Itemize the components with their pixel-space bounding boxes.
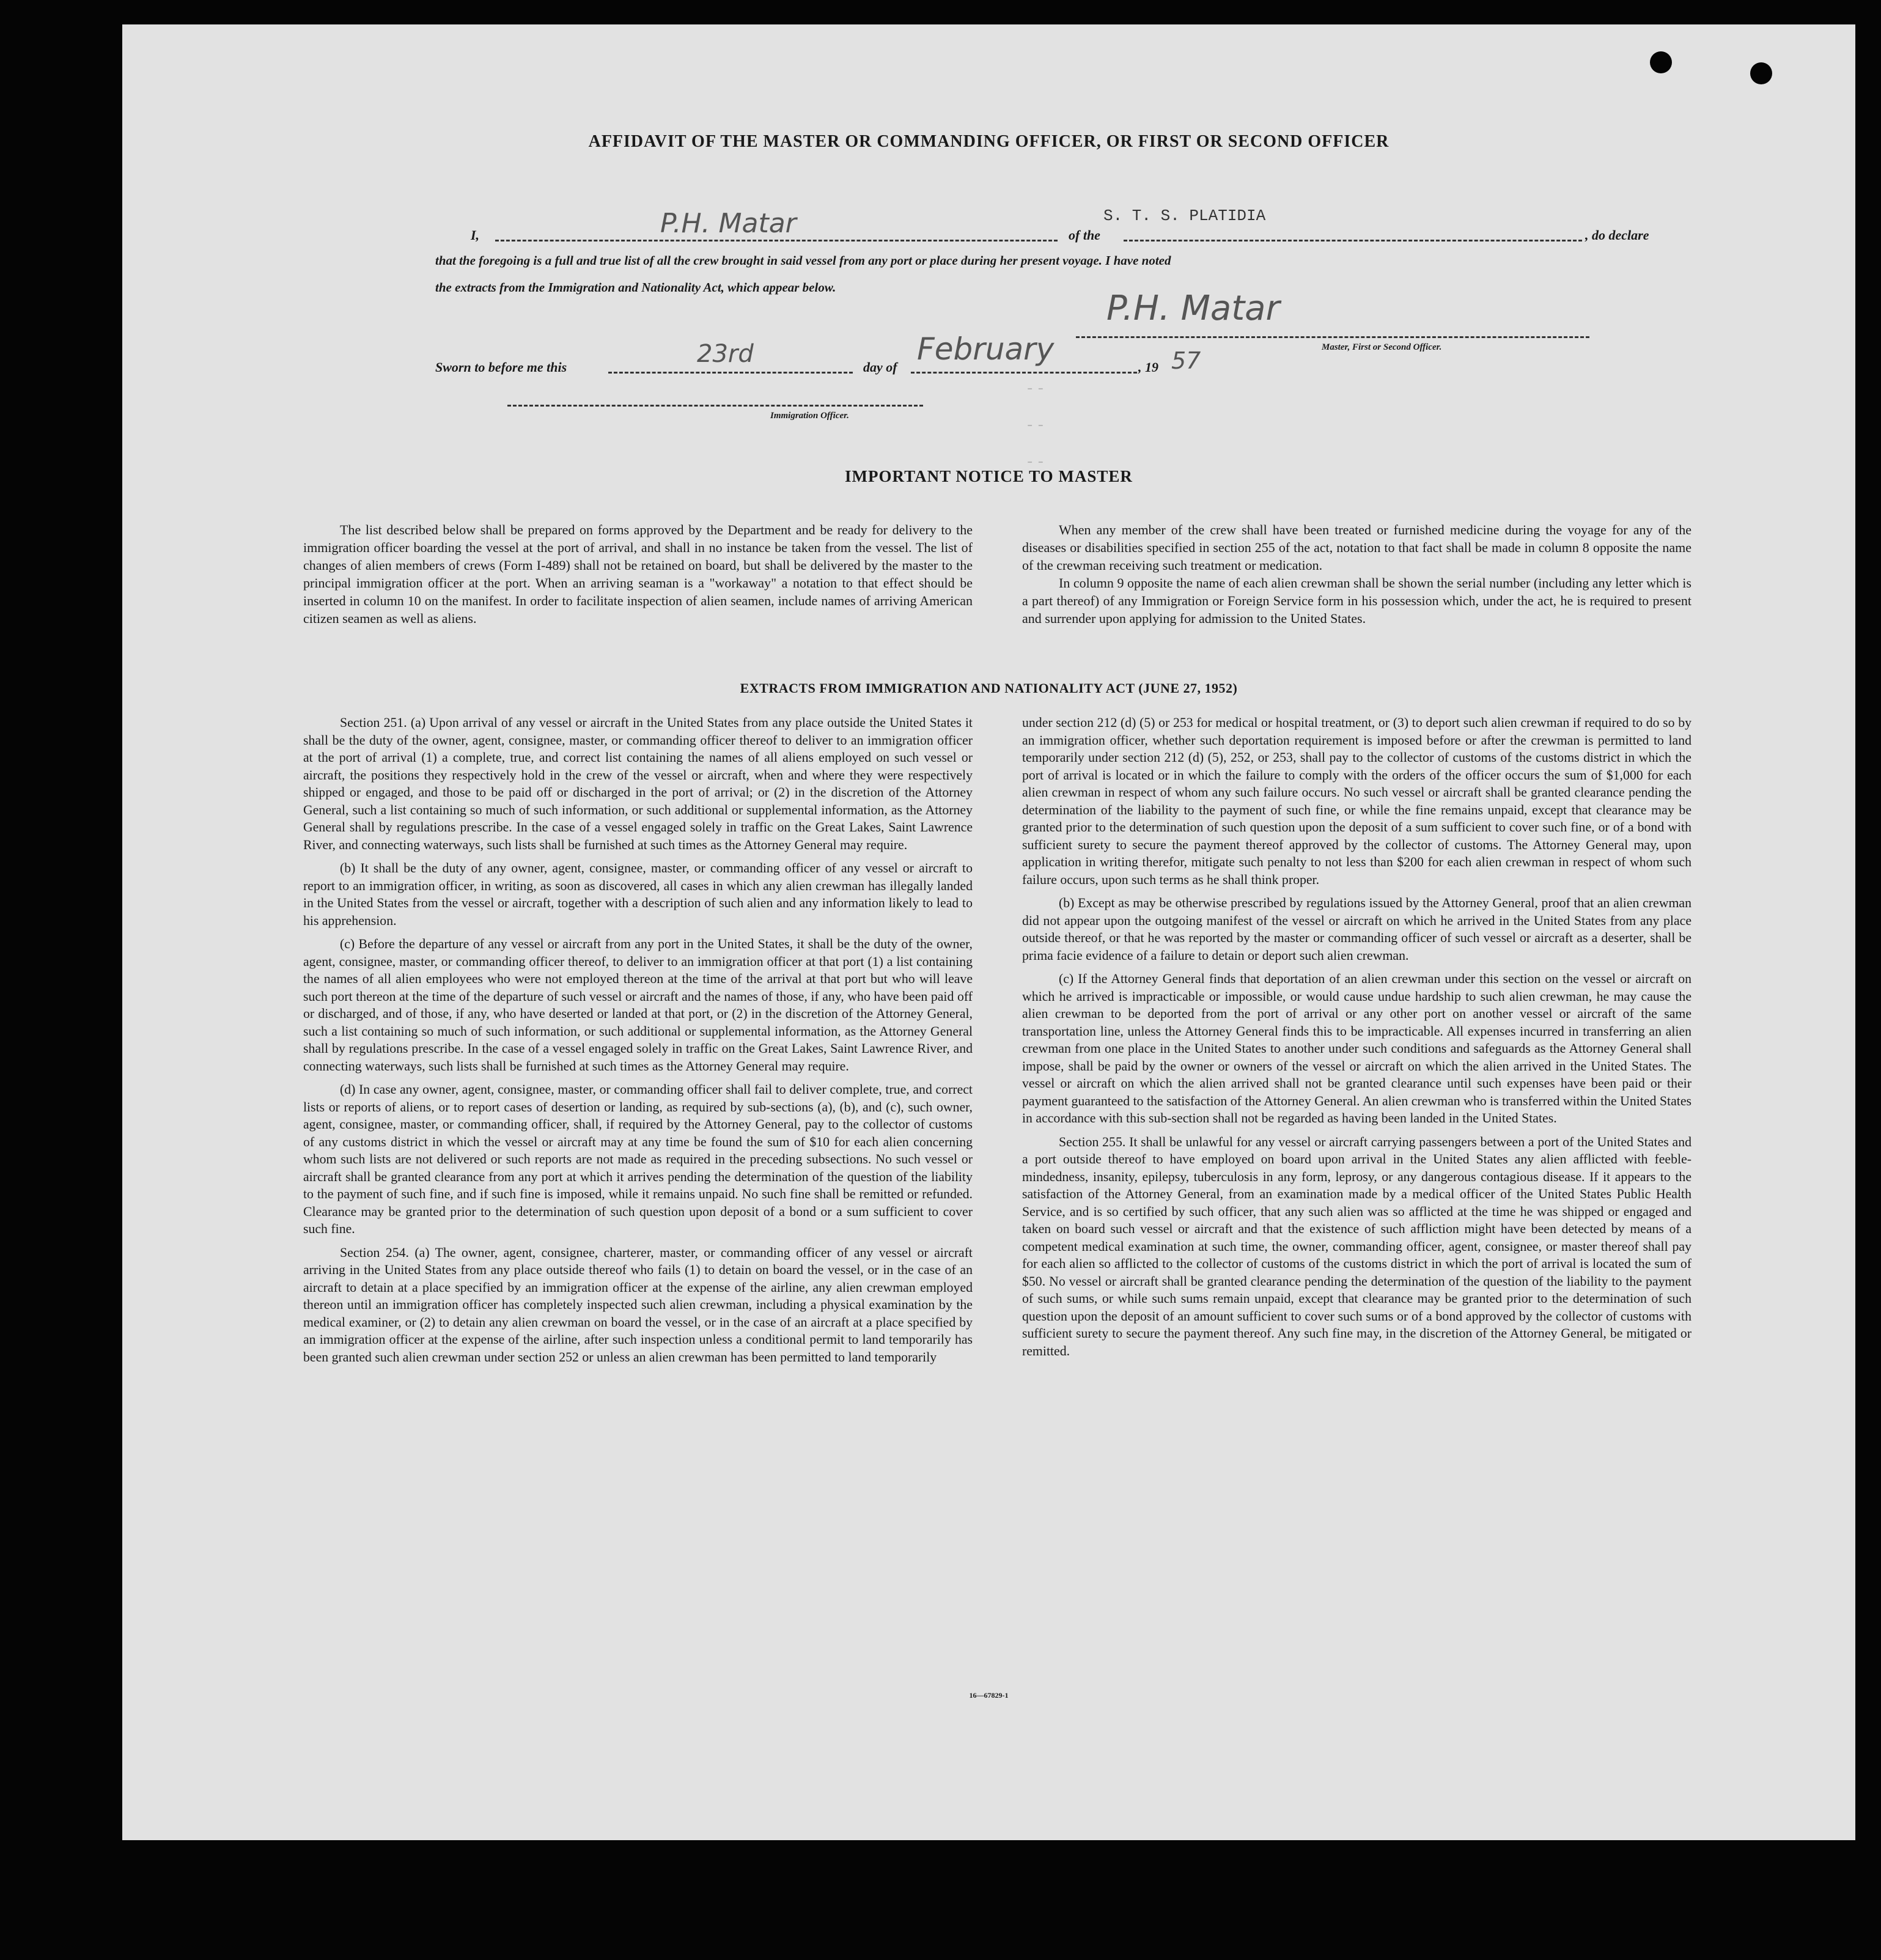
sworn-month: February — [917, 331, 1055, 367]
statement-line-2: the extracts from the Immigration and Nationality Act, which appear below. — [435, 280, 836, 295]
punch-hole — [1750, 62, 1772, 84]
vessel-name-line — [1124, 240, 1582, 241]
notice-title: IMPORTANT NOTICE TO MASTER — [845, 467, 1133, 485]
law-paragraph: Section 255. It shall be unlawful for any vessel or aircraft carrying passengers between a port of the United States and a port outside thereof to have employed on board upon arrival in the United States any alien afflicted with feeble-mindedness, insanity, epilepsy, tuberculosis in any form, leprosy, or any dangerous contagious disease. If it appears to the satisfaction of the Attorney General, from an examination made by a medical officer of the United States Public Health Service, and is so certified by such officer, that any such alien was so afflicted at the time he was shipped or engaged and taken on board such vessel or aircraft and that the existence of such affliction might have been detected by means of a competent medical examination at such time, the owner, commanding officer, agent, consignee, or master thereof shall pay for each alien so afflicted to the collector of customs of the customs district in which the port of arrival is located the sum of $50. No vessel or aircraft shall be granted clearance pending the determination of the question of the liability to the payment of such sums, or while such sums remain unpaid, except that clearance may be granted prior to the determination of such question upon the deposit of an amount sufficient to cover such sums or of a bond approved by the collector of customs with sufficient surety to secure the payment thereof. Any such fine may, in the discretion of the Attorney General, be mitigated or remitted. — [1022, 1134, 1691, 1358]
document-page — [122, 24, 1855, 1840]
affidavit-title: AFFIDAVIT OF THE MASTER OR COMMANDING OFFICER, OR FIRST OR SECOND OFFICER — [588, 132, 1390, 151]
faint-mark: - - — [1027, 416, 1044, 434]
officer-name-line — [495, 240, 1058, 241]
faint-mark: - - — [1027, 452, 1044, 471]
faint-mark: - - — [1027, 379, 1044, 397]
law-paragraph: under section 212 (d) (5) or 253 for medical or hospital treatment, or (3) to deport such alien crewman if required to do so by an immigration officer, whether such deportation requirement is imposed before or after the crewman is permitted to land temporarily under section 212 (d) (5), 252, or 253, shall pay to the collector of customs of the customs district in which the port of arrival is located or in which the failure to comply with the orders of the officer occurs the sum of $1,000 for each alien crewman in respect of whom any such failure occurs. No such vessel or aircraft shall be granted clearance pending the determination of the liability to the payment of such fine, or while the fine remains unpaid, except that clearance may be granted prior to the determination of such question upon the deposit of a sum sufficient to cover such fine, or of a bond with sufficient surety to secure the payment thereof approved by the collector of customs. The Attorney General may, upon application in writing therefor, mitigate such penalty to not less than $200 for each alien crewman in respect of whom such failure occurs, upon such terms as he shall think proper. — [1022, 715, 1691, 887]
law-paragraph: (b) It shall be the duty of any owner, agent, consignee, master, or commanding officer of any vessel or aircraft to report to an immigration officer, in writing, as soon as discovered, all cases in which any alien crewman has illegally landed in the United States from the vessel or aircraft, together with a description of such alien and any information likely to lead to his apprehension. — [303, 861, 973, 928]
notice-paragraph: When any member of the crew shall have been treated or furnished medicine during the voyage for any of the diseases or disabilities specified in section 255 of the act, notation to that fact shall be made in column 8 opposite the name of the crewman receiving such treatment or medication. — [1022, 522, 1691, 573]
immigration-officer-line — [507, 405, 923, 407]
year-prefix: , 19 — [1138, 359, 1158, 375]
notice-paragraph: The list described below shall be prepared on forms approved by the Department and be ready for delivery to the immigration officer boarding the vessel at the port of arrival, and shall in no instance be taken from the vessel. The list of changes of alien members of crews (Form I-489) shall not be retained on board, but shall be delivered by the master to the principal immigration officer at the port. When an arriving seaman is a "workaway" a notation to that effect should be inserted in column 10 on the manifest. In order to facilitate inspection of alien seamen, include names of arriving American citizen seamen as well as aliens. — [303, 522, 973, 626]
sworn-day: 23rd — [697, 340, 754, 368]
extracts-heading: EXTRACTS FROM IMMIGRATION AND NATIONALITY ACT (JUNE 27, 1952) — [740, 680, 1238, 696]
immigration-officer-caption: Immigration Officer. — [770, 411, 849, 421]
law-paragraph: (c) Before the departure of any vessel or aircraft from any port in the United States, it shall be the duty of the owner, agent, consignee, master, or commanding officer thereof, to deliver to an immigration officer at that port (1) a list containing the names of all alien employees who were not employed thereon at the time of the arrival at that port but who will leave such port thereon at the time of the departure of such vessel or aircraft and the names of those, if any, who have been paid off or discharged, and of those, if any, who have deserted or landed at that port, or (2) in the discretion of the Attorney General, such a list containing so much of such information, or such additional or supplemental information, as the Attorney General shall by regulations prescribe. In the case of a vessel engaged solely in traffic on the Great Lakes, Saint Lawrence River, and connecting waterways, such lists shall be furnished at such times as the Attorney General may require. — [303, 937, 973, 1074]
notice-left-column — [303, 521, 973, 627]
i-label: I, — [471, 227, 480, 243]
law-paragraph: (d) In case any owner, agent, consignee, master, or commanding officer shall fail to deliver complete, true, and correct lists or reports of aliens, or to report cases of desertion or landing, as required by sub-sections (a), (b), and (c), such owner, agent, consignee, master, or commanding officer, shall, if required by the Attorney General, pay to the collector of customs of any customs district in which the vessel or aircraft may at any time be found the sum of $10 for each alien concerning whom such lists are not delivered or such reports are not made as required in the preceding subsections. No such vessel or aircraft shall be granted clearance from any port at which it arrives pending the determination of the question of the liability to the payment of such fine, and if such fine is imposed, while it remains unpaid. No such fine shall be remitted or refunded. Clearance may be granted prior to the determination of such question upon deposit of a bond or a sum sufficient to cover such fine. — [303, 1082, 973, 1236]
vessel-name: S. T. S. PLATIDIA — [1103, 207, 1266, 225]
officer-name-handwritten: P.H. Matar — [660, 208, 797, 239]
punch-hole — [1650, 51, 1672, 73]
do-declare-label: , do declare — [1585, 227, 1649, 243]
law-paragraph: Section 251. (a) Upon arrival of any vessel or aircraft in the United States from any place outside the United States it shall be the duty of the owner, agent, consignee, master, or commanding officer thereof to deliver to an immigration officer at the port of arrival (1) a complete, true, and correct list containing the names of all aliens employed on such vessel or aircraft, the positions they respectively hold in the crew of the vessel or aircraft, when and where they were respectively shipped or engaged, and those to be paid off or discharged in the port of arrival; or (2) in the discretion of the Attorney General, such a list containing so much of such information, or such additional or supplemental information, as the Attorney General shall by regulations prescribe. In the case of a vessel engaged solely in traffic on the Great Lakes, Saint Lawrence River, and connecting waterways, such lists shall be furnished at such times as the Attorney General may require. — [303, 715, 973, 852]
signature-caption: Master, First or Second Officer. — [1322, 342, 1442, 352]
law-paragraph: (b) Except as may be otherwise prescribed by regulations issued by the Attorney General, proof that an alien crewman did not appear upon the outgoing manifest of the vessel or aircraft on which he arrived in the United States from any place outside thereof, or that he was reported by the master or commanding officer of such vessel or aircraft as a deserter, shall be prima facie evidence of a failure to detain or deport such alien crewman. — [1022, 896, 1691, 963]
statement-line-1: that the foregoing is a full and true list of all the crew brought in said vessel from any port or place during her present voyage. I have noted — [435, 253, 1171, 268]
of-the-label: of the — [1069, 227, 1100, 243]
law-paragraph: Section 254. (a) The owner, agent, consignee, charterer, master, or commanding officer of any vessel or aircraft arriving in the United States from any place outside thereof who fails (1) to detain on board the vessel, or in the case of an aircraft to detain at a place specified by an immigration officer at the expense of the airline, any alien crewman employed thereon until an immigration officer has completely inspected such alien crewman, including a physical examination by the medical examiner, or (2) to detain any alien crewman on board the vessel, or in the case of an aircraft at a place specified by an immigration officer at the expense of the airline, after such inspection unless a conditional permit to land temporarily has been granted such alien crewman under section 252 or unless an alien crewman has been permitted to land temporarily — [303, 1245, 973, 1365]
month-line — [911, 372, 1137, 374]
law-paragraph: (c) If the Attorney General finds that deportation of an alien crewman under this section on the vessel or aircraft on which he arrived is impracticable or impossible, or would cause undue hardship to such alien crewman, he may cause the alien crewman to be deported from the port of arrival or any other port on another vessel or aircraft of the same transportation line, unless the Attorney General finds this to be impracticable. All expenses incurred in transferring an alien crewman from one place in the United States to another under such conditions and safeguards as the Attorney General shall impose, shall be paid by the owner or owners of the vessel or aircraft on which the alien arrived in the United States. The vessel or aircraft on which the alien arrived shall not be granted clearance until such expenses have been paid or their payment guaranteed to the satisfaction of the Attorney General. An alien crewman who is transferred within the United States in accordance with this sub-section shall not be regarded as having been landed in the United States. — [1022, 971, 1691, 1126]
notice-right-column — [1022, 521, 1691, 627]
signature-line — [1076, 336, 1589, 338]
day-of-label: day of — [863, 359, 897, 375]
form-number: 16—67829-1 — [969, 1691, 1009, 1700]
extracts-left-column — [303, 714, 973, 1372]
extracts-right-column — [1022, 714, 1691, 1366]
sworn-year: 57 — [1171, 347, 1201, 374]
sworn-label: Sworn to before me this — [435, 359, 567, 375]
day-line — [608, 372, 853, 374]
officer-signature: P.H. Matar — [1106, 289, 1280, 328]
notice-paragraph: In column 9 opposite the name of each alien crewman shall be shown the serial number (including any letter which is a part thereof) of any Immigration or Foreign Service form in his possession which, under the act, he is required to present and surrender upon applying for admission to the United States. — [1022, 575, 1691, 626]
